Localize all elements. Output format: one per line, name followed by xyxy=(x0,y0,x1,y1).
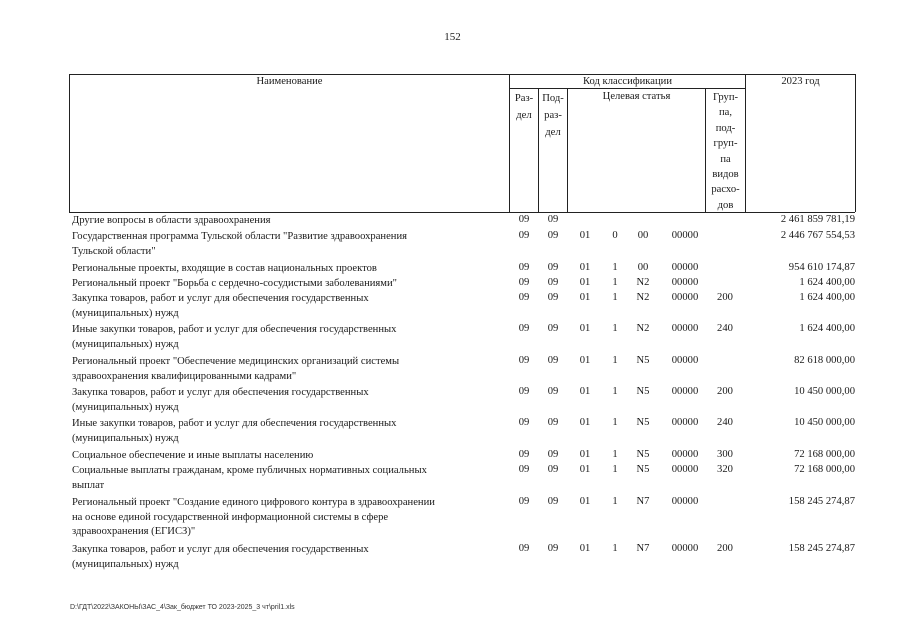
row-name: Другие вопросы в области здравоохранения xyxy=(72,215,271,226)
row-target-direction: 00000 xyxy=(671,543,699,554)
row-target-type: 1 xyxy=(612,262,618,273)
row-subsection: 09 xyxy=(547,355,559,366)
row-target-direction: 00000 xyxy=(671,230,699,241)
row-amount: 72 168 000,00 xyxy=(794,464,855,475)
row-amount: 10 450 000,00 xyxy=(794,417,855,428)
row-amount: 2 446 767 554,53 xyxy=(780,230,855,241)
row-target-type: 0 xyxy=(612,230,618,241)
row-target-direction: 00000 xyxy=(671,386,699,397)
header-subsection: Под- раз- дел xyxy=(542,93,564,138)
row-target-type: 1 xyxy=(612,417,618,428)
row-name: Закупка товаров, работ и услуг для обеспечения государственных (муниципальных) нужд xyxy=(72,544,369,570)
row-target-event: 00 xyxy=(637,230,649,241)
row-target-type: 1 xyxy=(612,292,618,303)
row-target-event: N2 xyxy=(636,277,650,288)
row-subsection: 09 xyxy=(547,292,559,303)
row-target-program: 01 xyxy=(579,262,591,273)
row-subsection: 09 xyxy=(547,277,559,288)
row-name: Региональные проекты, входящие в состав национальных проектов xyxy=(72,263,377,274)
row-subsection: 09 xyxy=(547,323,559,334)
row-subsection: 09 xyxy=(547,496,559,507)
row-target-direction: 00000 xyxy=(671,417,699,428)
row-target-direction: 00000 xyxy=(671,355,699,366)
header-group: Груп- па, под- груп- па видов расхо- дов xyxy=(711,92,740,211)
row-expense-type: 240 xyxy=(717,323,733,334)
row-target-event: N7 xyxy=(636,496,650,507)
row-target-direction: 00000 xyxy=(671,464,699,475)
row-subsection: 09 xyxy=(547,464,559,475)
row-amount: 72 168 000,00 xyxy=(794,449,855,460)
row-expense-type: 300 xyxy=(717,449,733,460)
row-section: 09 xyxy=(518,355,530,366)
row-expense-type: 200 xyxy=(717,292,733,303)
row-expense-type: 320 xyxy=(717,464,733,475)
row-target-direction: 00000 xyxy=(671,496,699,507)
row-target-event: N5 xyxy=(636,417,650,428)
row-section: 09 xyxy=(518,449,530,460)
row-amount: 158 245 274,87 xyxy=(788,543,855,554)
row-target-event: N5 xyxy=(636,386,650,397)
row-target-program: 01 xyxy=(579,292,591,303)
row-section: 09 xyxy=(518,214,530,225)
row-target-direction: 00000 xyxy=(671,292,699,303)
row-section: 09 xyxy=(518,262,530,273)
row-amount: 10 450 000,00 xyxy=(794,386,855,397)
row-section: 09 xyxy=(518,386,530,397)
row-section: 09 xyxy=(518,277,530,288)
row-target-direction: 00000 xyxy=(671,277,699,288)
row-target-type: 1 xyxy=(612,323,618,334)
row-target-program: 01 xyxy=(579,386,591,397)
row-target-type: 1 xyxy=(612,449,618,460)
row-target-event: N5 xyxy=(636,449,650,460)
row-target-program: 01 xyxy=(579,464,591,475)
row-name: Региональный проект "Обеспечение медицинских организаций системы здравоохранения квалифицированными кадрами" xyxy=(72,356,400,382)
header-target: Целевая статья xyxy=(602,91,671,102)
row-name: Иные закупки товаров, работ и услуг для обеспечения государственных (муниципальных) нужд xyxy=(72,418,397,444)
row-amount: 2 461 859 781,19 xyxy=(780,214,855,225)
header-name: Наименование xyxy=(256,76,323,87)
row-subsection: 09 xyxy=(547,543,559,554)
row-amount: 82 618 000,00 xyxy=(794,355,855,366)
row-section: 09 xyxy=(518,417,530,428)
row-target-program: 01 xyxy=(579,277,591,288)
file-path-footer: D:\ГДТ\2022\ЗАКОНЫ\ЗАС_4\Зак_бюджет ТО 2023-2025_3 чт\pril1.xls xyxy=(70,604,295,611)
row-section: 09 xyxy=(518,323,530,334)
row-subsection: 09 xyxy=(547,230,559,241)
header-classification: Код классификации xyxy=(582,76,672,87)
row-name: Региональный проект "Создание единого цифрового контура в здравоохранении на основе единой государственной информационной системы в сфере здравоохранения (ЕГИСЗ)" xyxy=(72,497,435,537)
row-target-direction: 00000 xyxy=(671,262,699,273)
row-target-type: 1 xyxy=(612,355,618,366)
row-subsection: 09 xyxy=(547,214,559,225)
row-target-direction: 00000 xyxy=(671,323,699,334)
header-section: Раз- дел xyxy=(514,93,534,121)
row-target-type: 1 xyxy=(612,277,618,288)
row-name: Иные закупки товаров, работ и услуг для обеспечения государственных (муниципальных) нужд xyxy=(72,324,397,350)
row-subsection: 09 xyxy=(547,417,559,428)
row-target-program: 01 xyxy=(579,230,591,241)
row-target-program: 01 xyxy=(579,543,591,554)
row-target-direction: 00000 xyxy=(671,449,699,460)
row-amount: 158 245 274,87 xyxy=(788,496,855,507)
row-target-type: 1 xyxy=(612,543,618,554)
row-target-program: 01 xyxy=(579,496,591,507)
row-amount: 1 624 400,00 xyxy=(799,323,855,334)
row-name: Закупка товаров, работ и услуг для обеспечения государственных (муниципальных) нужд xyxy=(72,293,369,319)
row-target-type: 1 xyxy=(612,464,618,475)
row-target-event: N2 xyxy=(636,292,650,303)
row-amount: 954 610 174,87 xyxy=(788,262,855,273)
row-section: 09 xyxy=(518,464,530,475)
row-section: 09 xyxy=(518,292,530,303)
row-target-event: N2 xyxy=(636,323,650,334)
row-name: Государственная программа Тульской области "Развитие здравоохранения Тульской области" xyxy=(72,231,407,257)
row-target-event: N5 xyxy=(636,355,650,366)
row-section: 09 xyxy=(518,230,530,241)
row-expense-type: 240 xyxy=(717,417,733,428)
row-name: Закупка товаров, работ и услуг для обеспечения государственных (муниципальных) нужд xyxy=(72,387,369,413)
row-target-program: 01 xyxy=(579,355,591,366)
row-section: 09 xyxy=(518,496,530,507)
row-expense-type: 200 xyxy=(717,386,733,397)
header-year: 2023 год xyxy=(781,76,820,87)
row-name: Региональный проект "Борьба с сердечно-сосудистыми заболеваниями" xyxy=(72,278,397,289)
row-name: Социальное обеспечение и иные выплаты населению xyxy=(72,450,314,461)
row-target-program: 01 xyxy=(579,323,591,334)
row-target-event: N5 xyxy=(636,464,650,475)
page-number: 152 xyxy=(444,31,461,43)
row-target-program: 01 xyxy=(579,449,591,460)
row-target-type: 1 xyxy=(612,386,618,397)
row-subsection: 09 xyxy=(547,449,559,460)
row-expense-type: 200 xyxy=(717,543,733,554)
row-subsection: 09 xyxy=(547,262,559,273)
row-amount: 1 624 400,00 xyxy=(799,292,855,303)
row-subsection: 09 xyxy=(547,386,559,397)
row-target-program: 01 xyxy=(579,417,591,428)
row-name: Социальные выплаты гражданам, кроме публичных нормативных социальных выплат xyxy=(72,465,427,491)
row-target-event: N7 xyxy=(636,543,650,554)
row-target-event: 00 xyxy=(637,262,649,273)
row-section: 09 xyxy=(518,543,530,554)
row-target-type: 1 xyxy=(612,496,618,507)
row-amount: 1 624 400,00 xyxy=(799,277,855,288)
